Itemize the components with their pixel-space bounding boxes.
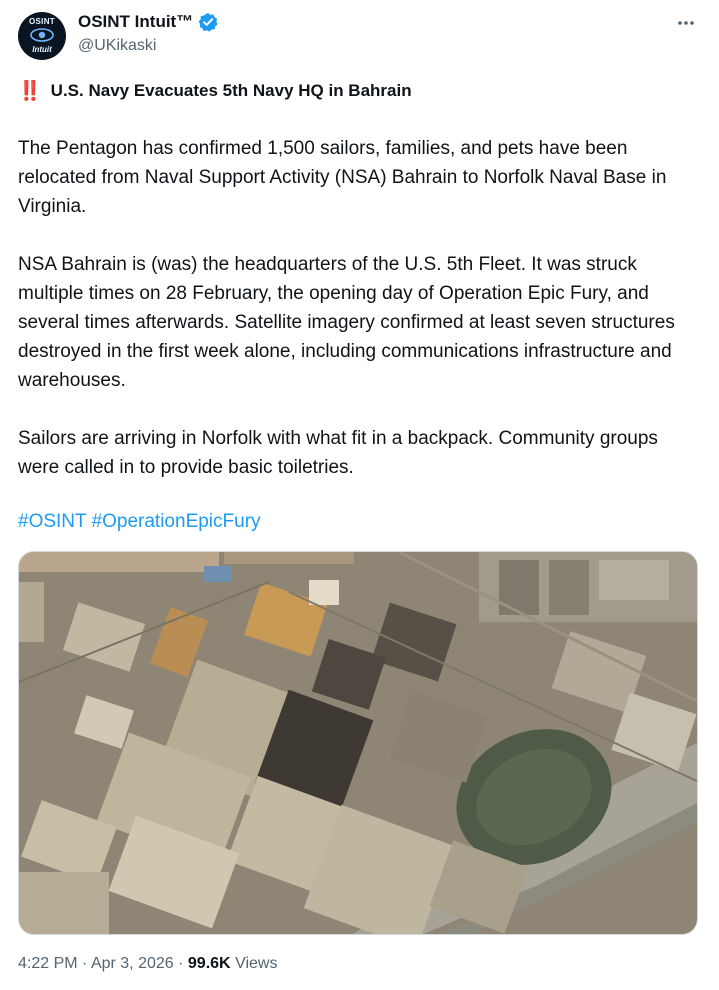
tweet-body: [18, 134, 703, 511]
views-label: Views: [235, 955, 278, 972]
paragraph: Sailors are arriving in Norfolk with what fit in a backpack. Community groups were called in to provide basic toiletries.: [18, 428, 658, 478]
avatar[interactable]: [18, 12, 66, 60]
hashtags: [18, 507, 261, 536]
hashtag-link[interactable]: #OSINT: [18, 511, 87, 532]
paragraph: NSA Bahrain is (was) the headquarters of the U.S. 5th Fleet. It was struck multiple times on 28 February, the opening day of Operation Epic Fury, and several times afterwards. Satellite imagery confirmed at least seven structures destroyed in the first week alone, including communications infrastructure and warehouses.: [18, 254, 675, 391]
headline: U.S. Navy Evacuates 5th Navy HQ in Bahrain: [50, 81, 412, 100]
handle[interactable]: @UKikaski: [78, 37, 157, 54]
avatar-text-top: OSINT: [29, 17, 55, 26]
hashtag-link[interactable]: #OperationEpicFury: [91, 511, 261, 532]
more-options-icon[interactable]: [672, 12, 700, 34]
avatar-text-bottom: Intuit: [32, 45, 52, 54]
tweet-date[interactable]: Apr 3, 2026: [90, 955, 174, 972]
display-name-row[interactable]: [78, 12, 218, 32]
views-count[interactable]: 99.6K: [187, 955, 231, 972]
meta-separator: ·: [178, 955, 184, 972]
headline-row: [18, 79, 412, 103]
satellite-image[interactable]: [18, 551, 698, 935]
meta-separator: ·: [82, 955, 88, 972]
tweet-time[interactable]: 4:22 PM: [18, 955, 78, 972]
display-name[interactable]: OSINT Intuit™: [78, 12, 194, 31]
verified-badge-icon: [198, 12, 218, 32]
tweet-meta: [18, 955, 277, 973]
satellite-image-graphic: [19, 552, 698, 935]
double-exclamation-icon: ‼️: [18, 81, 41, 102]
paragraph: The Pentagon has confirmed 1,500 sailors, families, and pets have been relocated from Naval Support Activity (NSA) Bahrain to Norfolk Naval Base in Virginia.: [18, 138, 667, 217]
eye-icon: [29, 26, 55, 44]
